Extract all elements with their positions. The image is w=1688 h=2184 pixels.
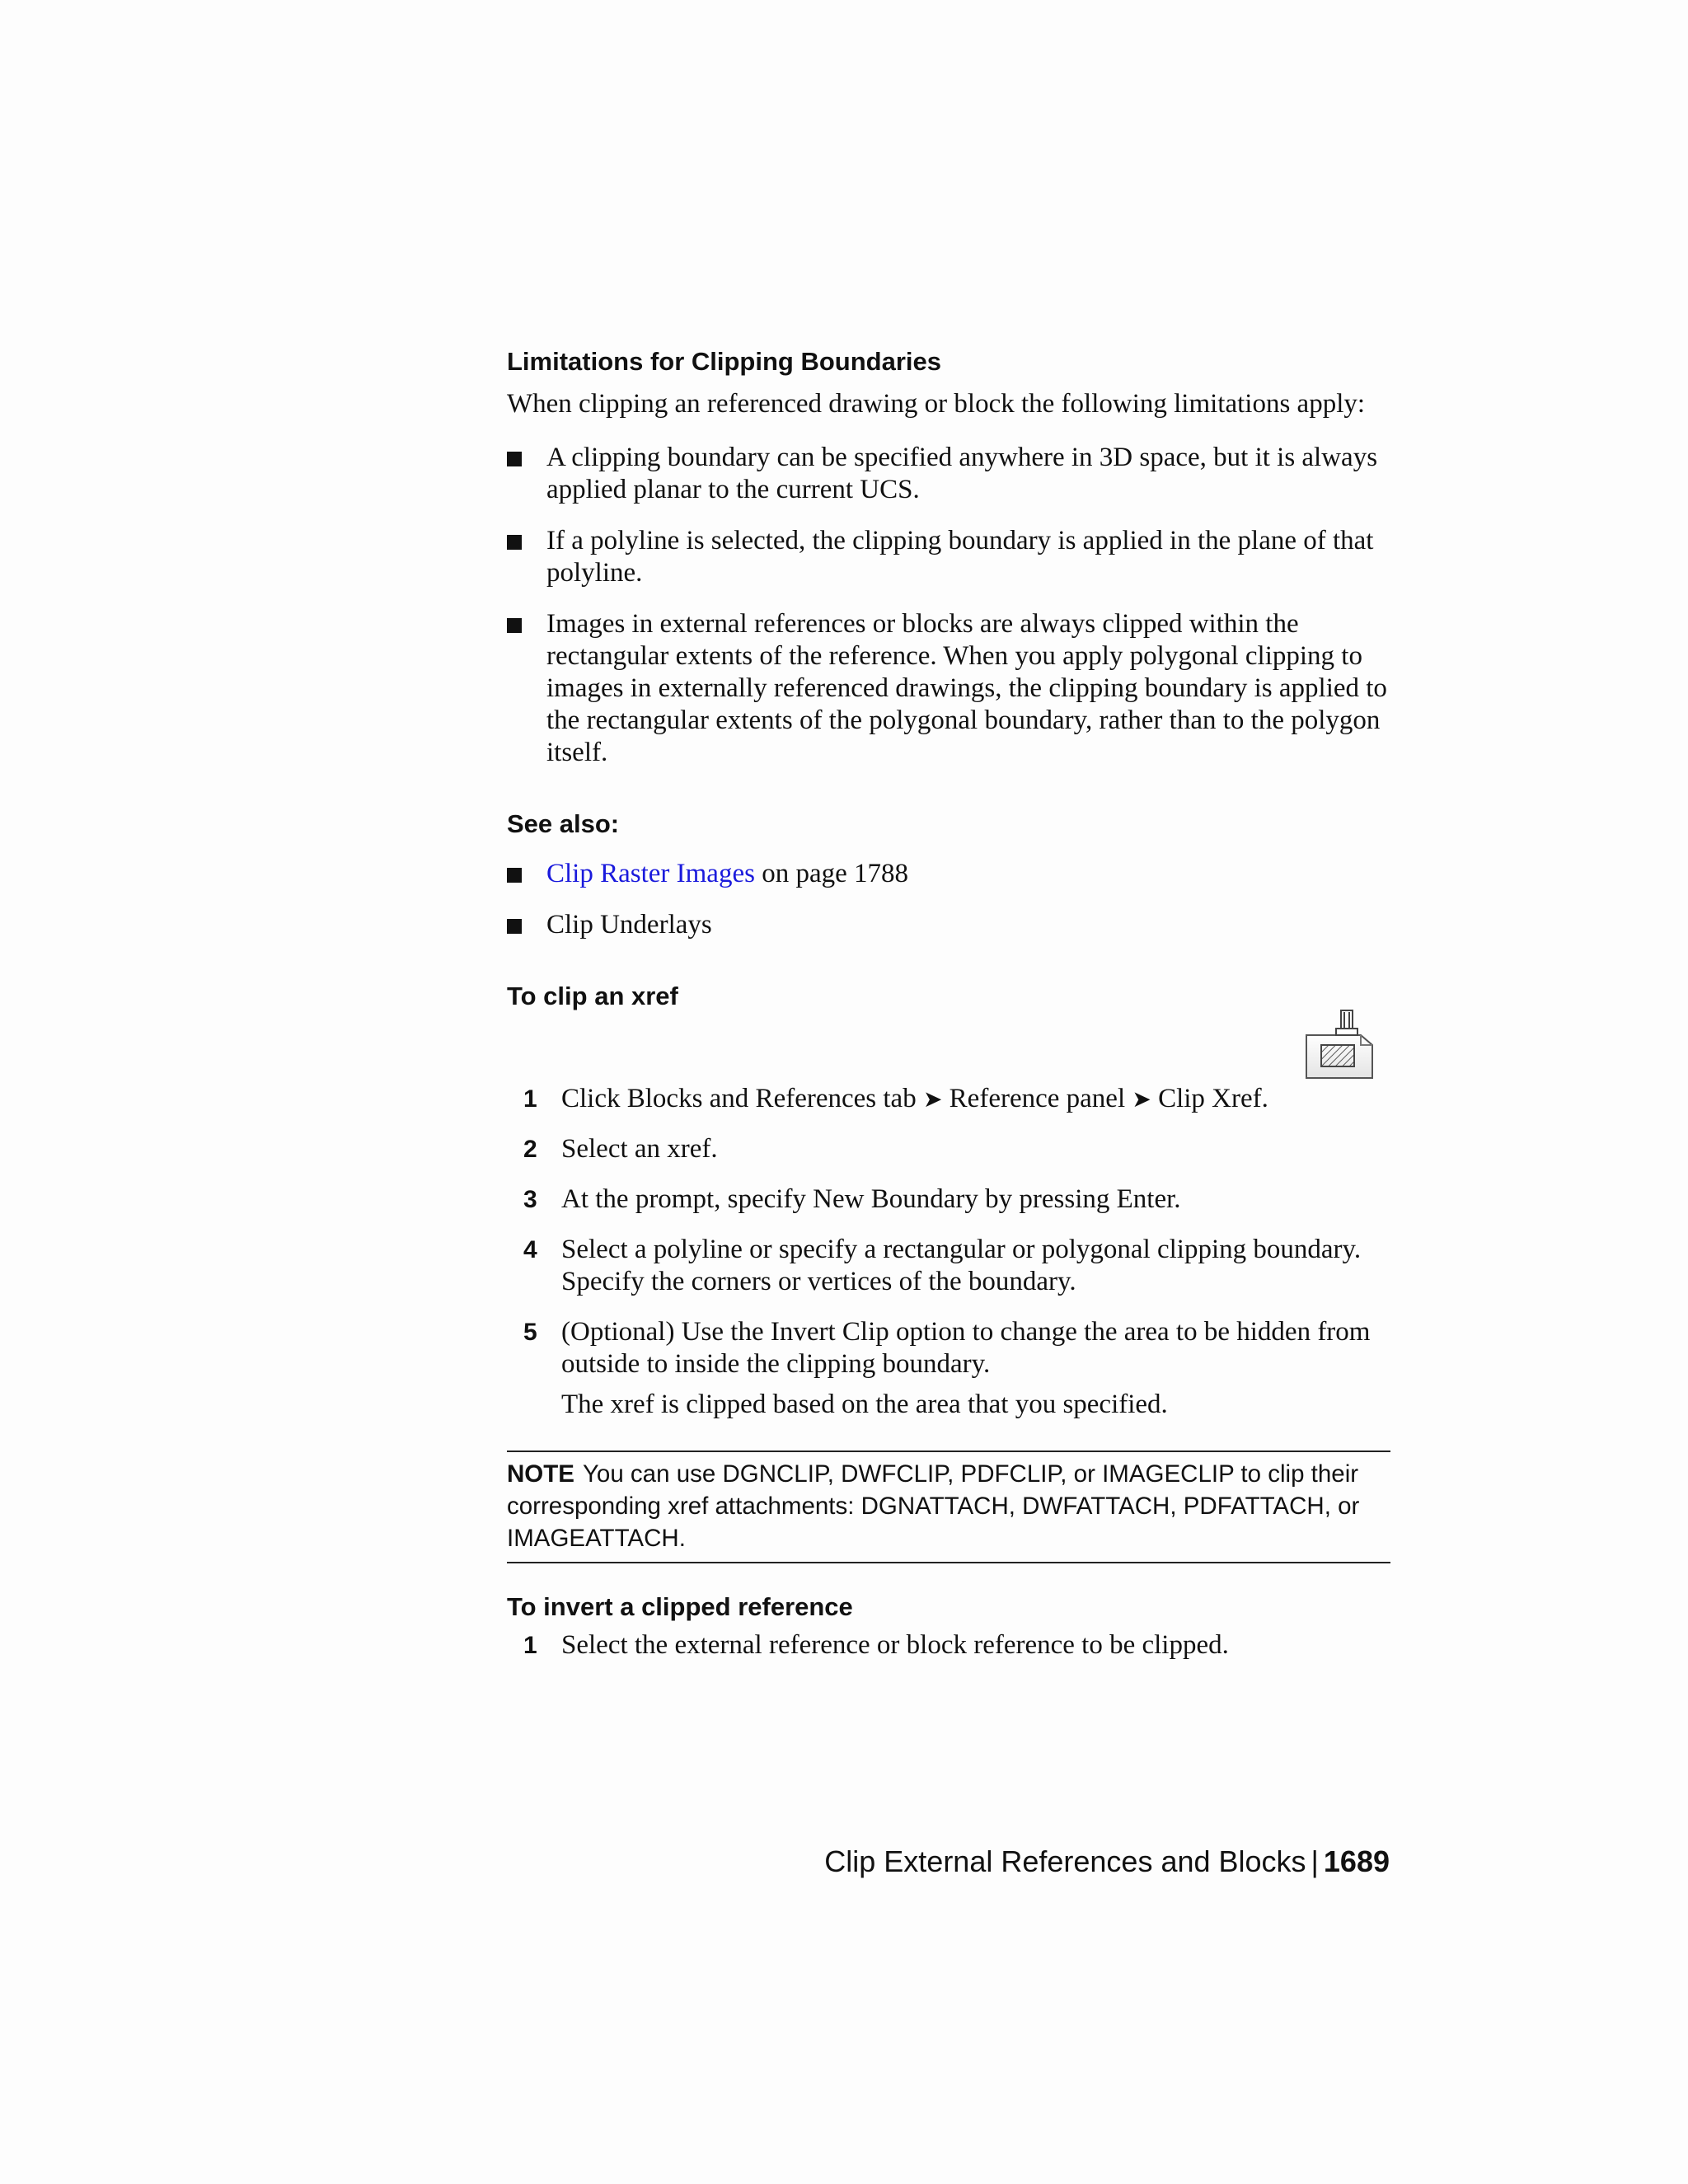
step-item: 3 At the prompt, specify New Boundary by pressing Enter. xyxy=(523,1184,1181,1214)
menu-arrow-icon: ➤ xyxy=(1132,1085,1151,1113)
page-footer xyxy=(824,1844,1390,1879)
link-clip-raster-images[interactable]: Clip Raster Images xyxy=(546,859,755,888)
see-also-list xyxy=(507,858,1390,941)
section-heading-limitations: Limitations for Clipping Boundaries xyxy=(507,347,941,376)
menu-arrow-icon: ➤ xyxy=(922,1085,943,1113)
bullet-square-icon xyxy=(507,919,522,934)
list-item xyxy=(507,909,1390,941)
bullet-square-icon xyxy=(507,535,522,550)
clip-xref-heading: To clip an xref xyxy=(507,982,678,1010)
see-also-heading: See also: xyxy=(507,809,620,838)
bullet-square-icon xyxy=(507,452,522,466)
clip-underlays-text: Clip Underlays xyxy=(546,910,712,940)
page-number: 1689 xyxy=(1323,1844,1390,1878)
list-item: A clipping boundary can be specified anywhere in 3D space, but it is always applied planar to the current UCS. xyxy=(507,442,1390,506)
bullet-square-icon xyxy=(507,618,522,633)
step-item: 4 Select a polyline or specify a rectangular or polygonal clipping boundary. Specify the corners or vertices of the boundary. xyxy=(523,1235,1362,1296)
step-item: 1 Click Blocks and References tab ➤ Reference panel ➤ Clip Xref. xyxy=(507,1083,1390,1115)
step-item: 5 (Optional) Use the Invert Clip option to change the area to be hidden from outside to inside the clipping boundary. The xref is clipped based on the area that you specified. xyxy=(507,1316,1390,1421)
step-number: 4 xyxy=(523,1236,537,1263)
clip-xref-steps xyxy=(507,1083,1390,1421)
step-number: 1 xyxy=(523,1632,537,1659)
intro-paragraph: When clipping an referenced drawing or block the following limitations apply: xyxy=(507,389,1366,419)
link-page-ref: on page 1788 xyxy=(754,859,908,888)
list-item xyxy=(507,858,1390,890)
step-item: 2 Select an xref. xyxy=(523,1134,718,1164)
list-item: Images in external references or blocks are always clipped within the rectangular extents of the reference. When you apply polygonal clipping to images in externally referenced drawings, the clipping boundary is applied to the rectangular extents of the polygonal boundary, rather than to the polygon itself. xyxy=(507,608,1390,769)
invert-steps xyxy=(507,1629,1390,1661)
invert-heading: To invert a clipped reference xyxy=(507,1592,853,1621)
step-number: 2 xyxy=(523,1136,537,1163)
note-text: You can use DGNCLIP, DWFCLIP, PDFCLIP, or IMAGECLIP to clip their corresponding xref attachments: DGNATTACH, DWFATTACH, PDFATTACH, or IMAGEATTACH. xyxy=(507,1460,1360,1552)
note-box xyxy=(507,1451,1390,1563)
step-number: 5 xyxy=(523,1319,537,1346)
bullet-square-icon xyxy=(507,868,522,883)
footer-separator: | xyxy=(1311,1844,1319,1878)
step-result: The xref is clipped based on the area that you specified. xyxy=(561,1390,1168,1419)
step-number: 1 xyxy=(523,1085,537,1113)
note-label: NOTE xyxy=(507,1460,574,1488)
limitations-list xyxy=(507,442,1390,769)
page-content xyxy=(507,343,1390,1661)
step-number: 3 xyxy=(523,1186,537,1213)
step-item: 1 Select the external reference or block reference to be clipped. xyxy=(523,1630,1229,1660)
footer-section-title: Clip External References and Blocks xyxy=(824,1844,1306,1878)
list-item: If a polyline is selected, the clipping boundary is applied in the plane of that polyline. xyxy=(507,525,1390,589)
clip-xref-icon xyxy=(1303,1007,1377,1081)
